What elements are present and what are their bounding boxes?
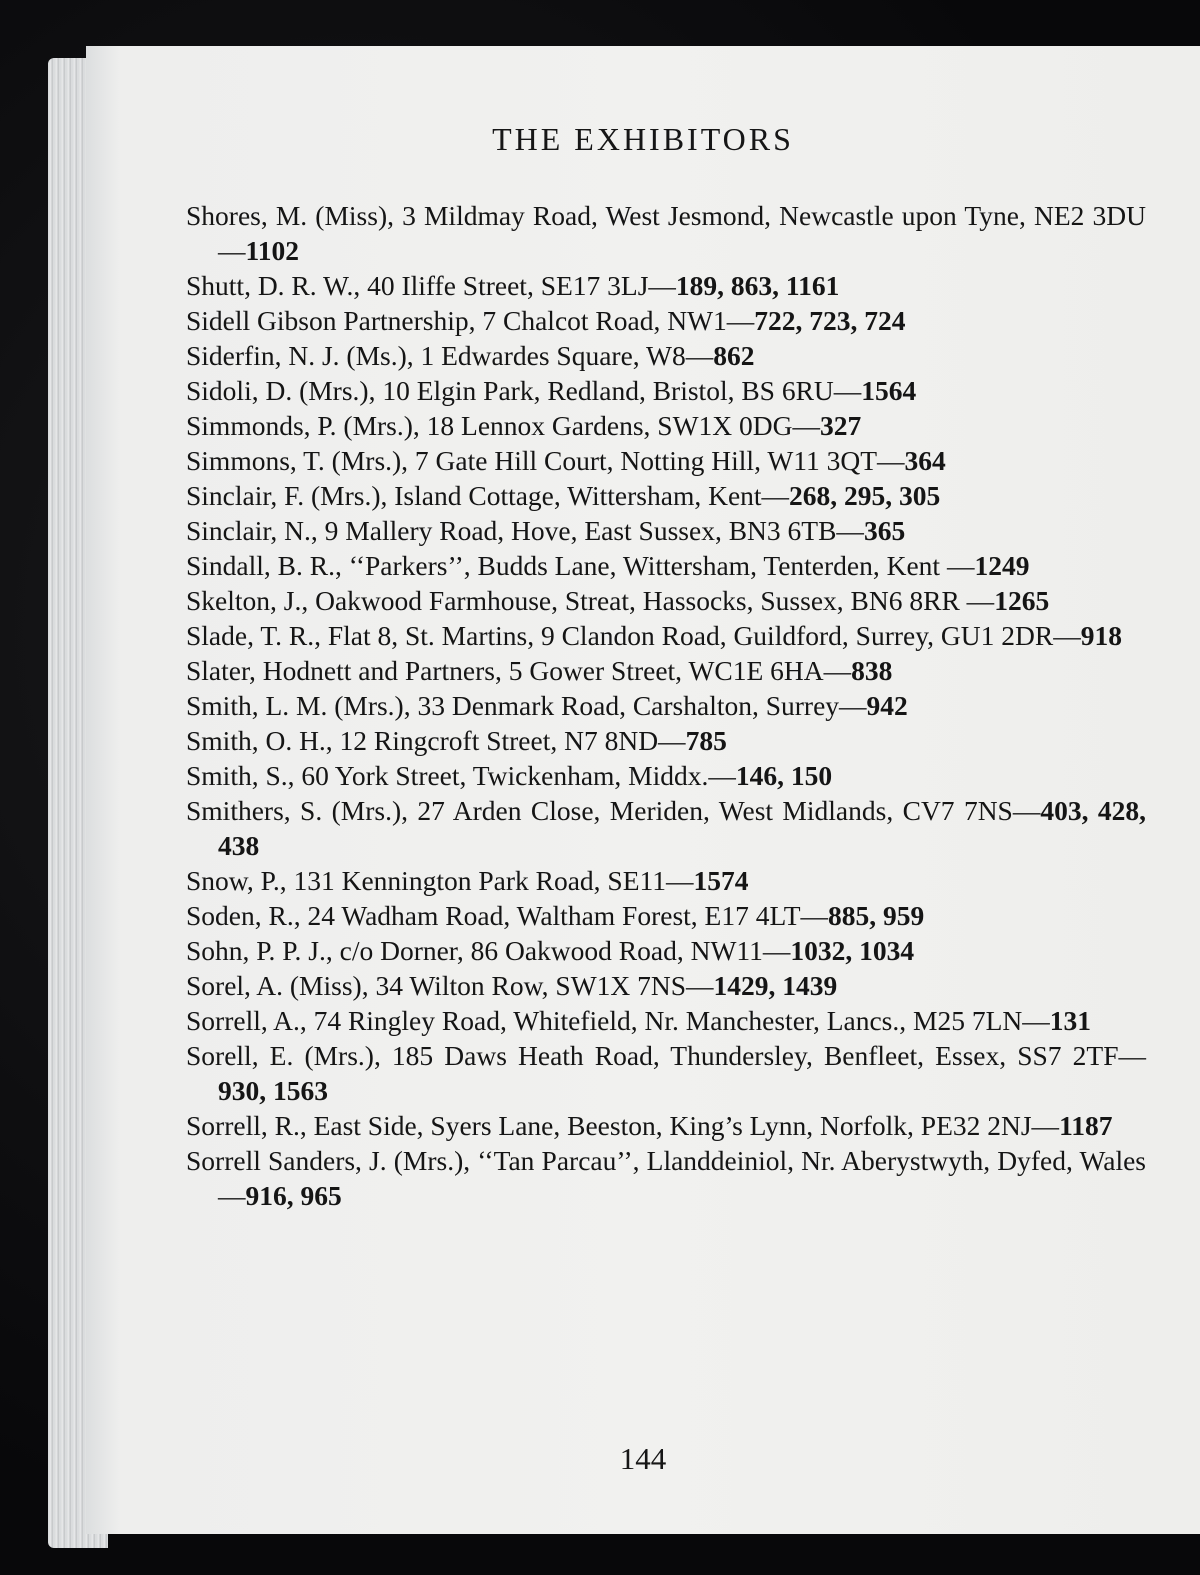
exhibitor-details: Sorel, A. (Miss), 34 Wilton Row, SW1X 7NS— [186, 970, 714, 1001]
exhibitor-details: Sohn, P. P. J., c/o Dorner, 86 Oakwood Road, NW11— [186, 935, 791, 966]
exhibitor-entry [186, 723, 1146, 758]
page-number: 144 [619, 1441, 667, 1476]
exhibit-numbers: 918 [1080, 620, 1122, 651]
page-sheet [86, 46, 1200, 1534]
exhibitor-details: Sorrell, R., East Side, Syers Lane, Beeston, King’s Lynn, Norfolk, PE32 2NJ— [186, 1110, 1060, 1141]
exhibit-numbers: 1102 [245, 235, 299, 266]
exhibit-numbers: 364 [904, 445, 946, 476]
exhibit-numbers: 1032, 1034 [790, 935, 915, 966]
exhibitor-details: Sorrell, A., 74 Ringley Road, Whitefield, Nr. Manchester, Lancs., M25 7LN— [186, 1005, 1050, 1036]
exhibitor-entry [186, 758, 1146, 793]
exhibitor-details: Simmonds, P. (Mrs.), 18 Lennox Gardens, SW1X 0DG— [186, 410, 821, 441]
exhibit-numbers: 146, 150 [735, 760, 833, 791]
exhibit-numbers: 403, 428, 438 [218, 795, 1147, 861]
exhibitor-entry [186, 1108, 1146, 1143]
exhibitor-entry [186, 478, 1146, 513]
exhibitor-details: Sorrell Sanders, J. (Mrs.), ‘‘Tan Parcau’’, Llanddeiniol, Nr. Aberystwyth, Dyfed, Wales— [186, 1145, 1146, 1211]
exhibit-numbers: 327 [820, 410, 862, 441]
exhibit-numbers: 1187 [1059, 1110, 1113, 1141]
exhibitor-details: Shores, M. (Miss), 3 Mildmay Road, West Jesmond, Newcastle upon Tyne, NE2 3DU— [186, 200, 1146, 266]
exhibitor-entry [186, 688, 1146, 723]
exhibitor-entry [186, 1038, 1146, 1108]
exhibitor-entry [186, 1143, 1146, 1213]
exhibit-numbers: 885, 959 [828, 900, 925, 931]
exhibitor-details: Smith, L. M. (Mrs.), 33 Denmark Road, Carshalton, Surrey— [186, 690, 867, 721]
exhibitor-details: Skelton, J., Oakwood Farmhouse, Streat, Hassocks, Sussex, BN6 8RR — [186, 585, 995, 616]
exhibitor-entry [186, 373, 1146, 408]
exhibit-numbers: 1429, 1439 [713, 970, 838, 1001]
exhibit-numbers: 268, 295, 305 [789, 480, 941, 511]
exhibitor-entry [186, 863, 1146, 898]
exhibitor-entry [186, 583, 1146, 618]
exhibitor-details: Slade, T. R., Flat 8, St. Martins, 9 Clandon Road, Guildford, Surrey, GU1 2DR— [186, 620, 1081, 651]
exhibit-numbers: 722, 723, 724 [754, 305, 906, 336]
exhibit-numbers: 189, 863, 1161 [675, 270, 840, 301]
exhibitor-entry [186, 443, 1146, 478]
exhibitor-entry [186, 548, 1146, 583]
exhibitor-entry [186, 408, 1146, 443]
exhibitor-entry [186, 618, 1146, 653]
exhibitor-entry [186, 968, 1146, 1003]
exhibitor-entry [186, 793, 1146, 863]
exhibitor-entry [186, 933, 1146, 968]
exhibit-numbers: 1564 [861, 375, 917, 406]
exhibitor-details: Sidoli, D. (Mrs.), 10 Elgin Park, Redland, Bristol, BS 6RU— [186, 375, 862, 406]
exhibitor-details: Sinclair, N., 9 Mallery Road, Hove, East Sussex, BN3 6TB— [186, 515, 864, 546]
exhibit-numbers: 131 [1049, 1005, 1091, 1036]
exhibit-numbers: 785 [685, 725, 727, 756]
exhibitor-list [186, 198, 1146, 1213]
exhibitor-details: Sinclair, F. (Mrs.), Island Cottage, Wittersham, Kent— [186, 480, 790, 511]
exhibit-numbers: 838 [851, 655, 893, 686]
exhibit-numbers: 930, 1563 [218, 1075, 328, 1106]
exhibitor-details: Siderfin, N. J. (Ms.), 1 Edwardes Square, W8— [186, 340, 714, 371]
exhibitor-details: Smith, O. H., 12 Ringcroft Street, N7 8ND— [186, 725, 686, 756]
exhibitor-details: Soden, R., 24 Wadham Road, Waltham Forest, E17 4LT— [186, 900, 829, 931]
exhibitor-entry [186, 268, 1146, 303]
running-header: THE EXHIBITORS [492, 121, 794, 157]
exhibitor-details: Simmons, T. (Mrs.), 7 Gate Hill Court, Notting Hill, W11 3QT— [186, 445, 905, 476]
exhibit-numbers: 862 [713, 340, 755, 371]
exhibitor-details: Sindall, B. R., ‘‘Parkers’’, Budds Lane, Wittersham, Tenterden, Kent — [186, 550, 975, 581]
exhibit-numbers: 916, 965 [245, 1180, 342, 1211]
exhibitor-details: Sidell Gibson Partnership, 7 Chalcot Road, NW1— [186, 305, 755, 336]
exhibit-numbers: 365 [863, 515, 906, 546]
exhibitor-details: Smithers, S. (Mrs.), 27 Arden Close, Meriden, West Midlands, CV7 7NS— [186, 795, 1041, 826]
exhibit-numbers: 1574 [693, 865, 749, 896]
exhibitor-entry [186, 653, 1146, 688]
exhibitor-details: Sorell, E. (Mrs.), 185 Daws Heath Road, Thundersley, Benfleet, Essex, SS7 2TF— [186, 1040, 1146, 1071]
exhibit-numbers: 942 [866, 690, 908, 721]
exhibit-numbers: 1265 [994, 585, 1050, 616]
exhibitor-entry [186, 513, 1146, 548]
exhibitor-details: Snow, P., 131 Kennington Park Road, SE11— [186, 865, 694, 896]
exhibitor-entry [186, 303, 1146, 338]
exhibitor-entry [186, 338, 1146, 373]
exhibit-numbers: 1249 [974, 550, 1030, 581]
exhibitor-details: Shutt, D. R. W., 40 Iliffe Street, SE17 3LJ— [186, 270, 676, 301]
exhibitor-details: Smith, S., 60 York Street, Twickenham, Middx.— [186, 760, 736, 791]
exhibitor-entry [186, 198, 1146, 268]
exhibitor-details: Slater, Hodnett and Partners, 5 Gower Street, WC1E 6HA— [186, 655, 852, 686]
exhibitor-entry [186, 1003, 1146, 1038]
exhibitor-entry [186, 898, 1146, 933]
